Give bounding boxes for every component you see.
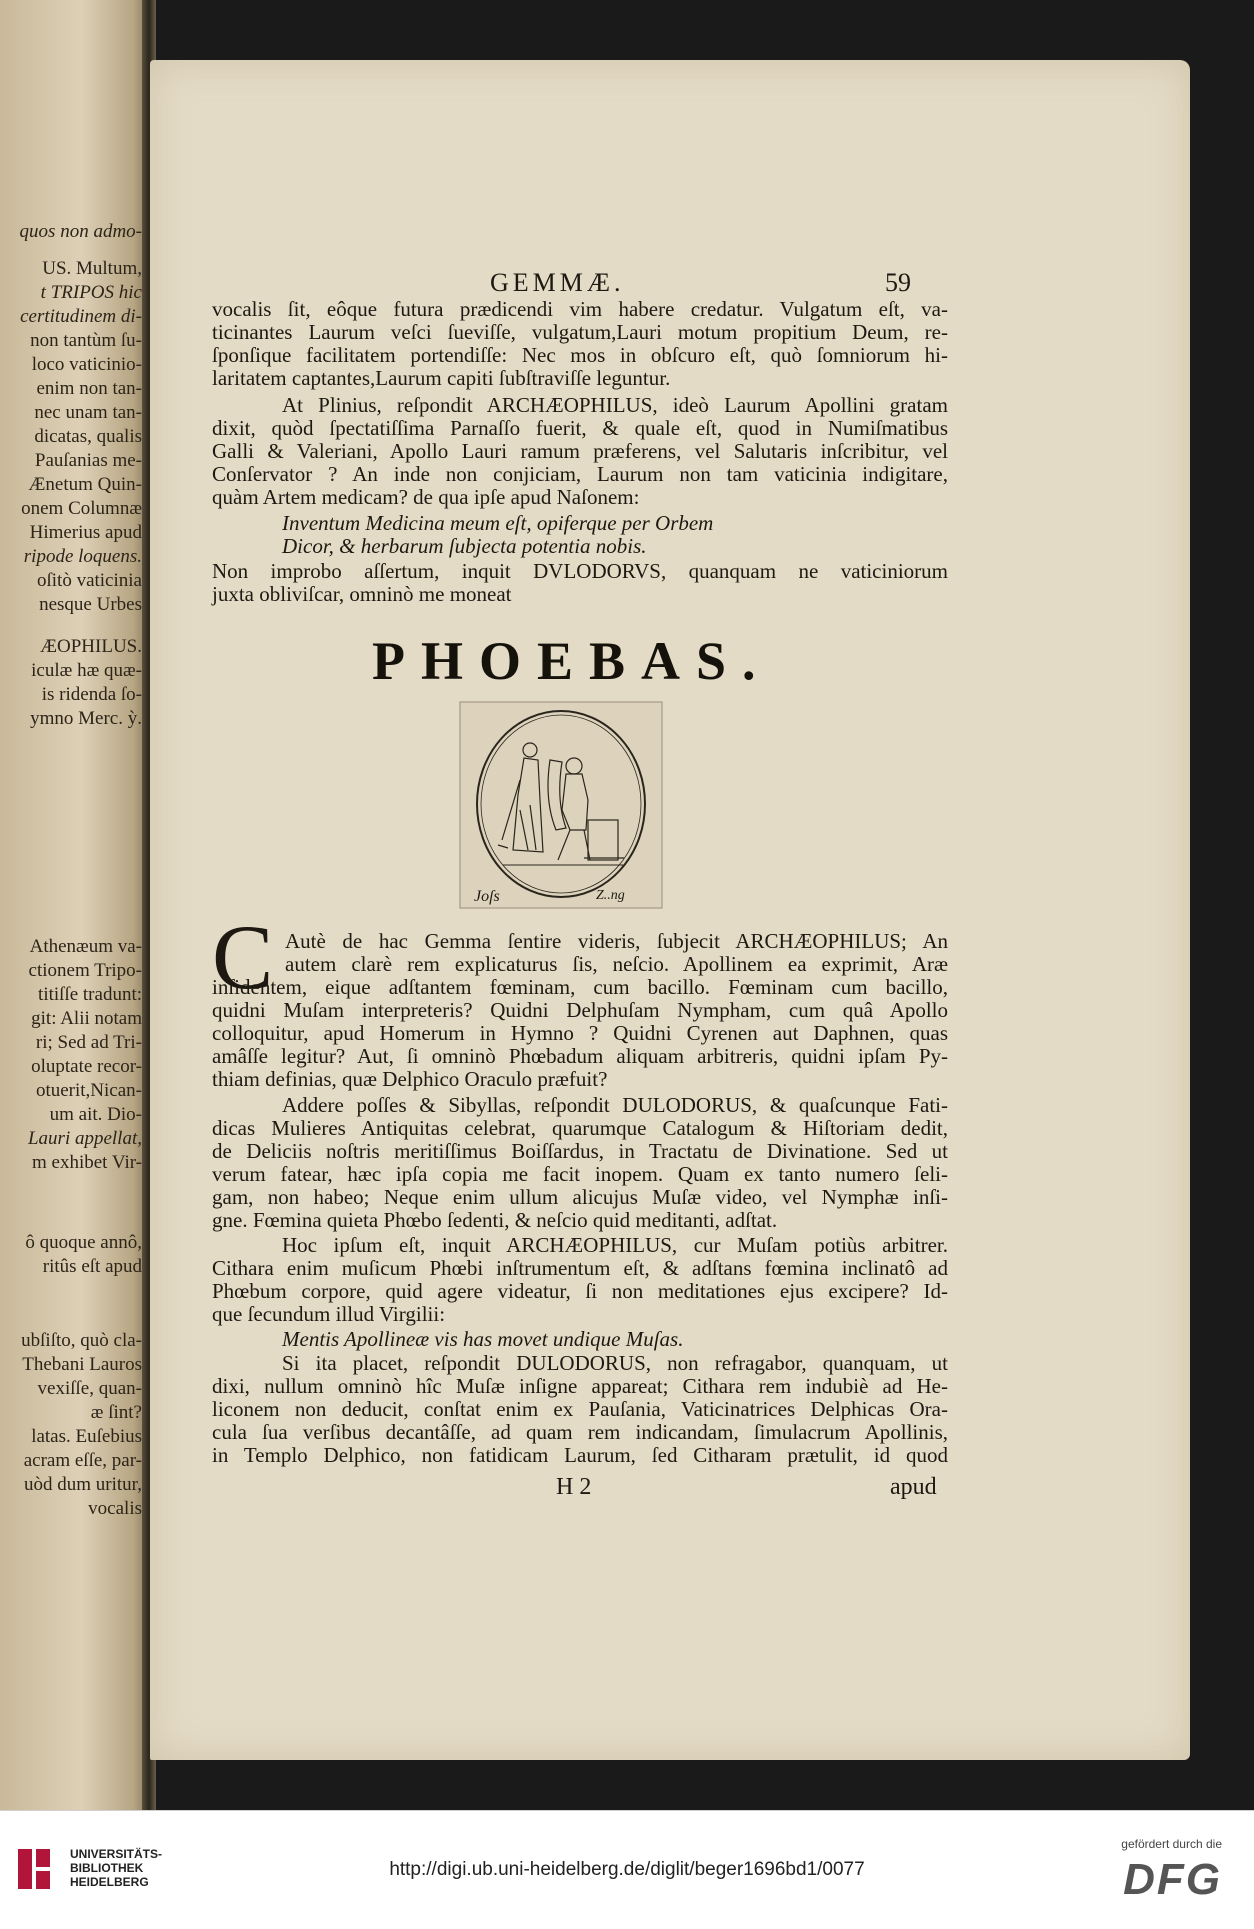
page-number: 59 — [885, 268, 911, 297]
text-line: inſidentem, eique adſtantem fœminam, cum bacillo. Fœminam cum bacillo, — [212, 975, 948, 999]
left-page-line: Pauſanias me- — [34, 450, 142, 471]
paragraph-6 — [212, 1234, 948, 1326]
left-page-line: ripode loquens. — [23, 546, 142, 567]
left-page-line: iculæ hæ quæ- — [31, 660, 142, 681]
text-line: Si ita placet, reſpondit DULODORUS, non refragabor, quanquam, ut — [282, 1351, 948, 1375]
left-page-line: latas. Euſebius — [31, 1426, 142, 1447]
text-line: thiam definias, quæ Delphico Oraculo præfuit? — [212, 1067, 608, 1091]
text-line: verum fatear, hæc ipſa copia me facit inopem. Quam ex tanto numero ſeli- — [212, 1162, 948, 1186]
dfg-logo: DFG — [1123, 1855, 1222, 1904]
catchword: apud — [890, 1474, 937, 1500]
gem-engraving — [458, 700, 664, 910]
text-line: Cithara enim muſicum Phœbi inſtrumentum eſt, & adſtans fœmina inclinatô ad — [212, 1256, 948, 1280]
text-line: dixit, quòd ſpectatiſſima Parnaſſo fuerit, & quale eſt, quod in Numiſmatibus — [212, 416, 948, 440]
left-page-line: ÆOPHILUS. — [40, 636, 142, 657]
left-page-line: nec unam tan- — [34, 402, 142, 423]
drop-capital: C — [212, 906, 274, 1008]
text-line: de Deliciis noſtris meritiſſimus Boiſſardus, in Tractatu de Divinatione. Sed ut — [212, 1139, 948, 1163]
text-line: autem clarè rem explicaturus ſis, neſcio. Apollinem ea exprimit, Aræ — [285, 952, 948, 976]
left-page-line: m exhibet Vir- — [32, 1152, 142, 1173]
left-page-line: ri; Sed ad Tri- — [35, 1032, 142, 1053]
text-line: gam, non habeo; Neque enim ullum alicujus Muſæ video, vel Nymphæ inſi- — [212, 1185, 948, 1209]
left-page-line: oluptate recor- — [31, 1056, 142, 1077]
text-line: quidni Muſam interpreteris? Quidni Delphuſam Nympham, cum quâ Apollo — [212, 998, 948, 1022]
left-page-line: ymno Merc. ỳ. — [30, 708, 142, 729]
text-line: Non improbo aſſertum, inquit DVLODORVS, quanquam ne vaticiniorum — [212, 559, 948, 583]
engraver-signature-left: Joſs — [474, 888, 500, 905]
verse-line: Dicor, & herbarum ſubjecta potentia nobis. — [282, 534, 647, 558]
paragraph-1 — [212, 298, 948, 390]
verse-line: Inventum Medicina meum eſt, opiferque per Orbem — [282, 511, 714, 535]
left-page-line: Lauri appellat, — [27, 1128, 142, 1149]
paragraph-4 — [212, 976, 948, 1091]
text-line: amâſſe legitur? Aut, ſi omninò Phœbadum aliquam arbitreris, quidni ipſam Py- — [212, 1044, 948, 1068]
left-page-line: onem Columnæ — [21, 498, 142, 519]
text-line: Galli & Valeriani, Apollo Lauri ramum præferens, vel Salutaris inſcribitur, vel — [212, 439, 948, 463]
left-page-line: Himerius apud — [29, 522, 142, 543]
left-page-line: uòd dum uritur, — [24, 1474, 142, 1495]
permalink-url[interactable]: http://digi.ub.uni-heidelberg.de/diglit/beger1696bd1/0077 — [389, 1859, 865, 1880]
text-line: quàm Artem medicam? de qua ipſe apud Naſonem: — [212, 485, 640, 509]
left-page-line: acram eſſe, par- — [23, 1450, 142, 1471]
left-page-line: is ridenda ſo- — [41, 684, 142, 705]
text-line: Conſervator ? An inde non conjiciam, Laurum non tam vaticinia indigitare, — [212, 462, 948, 486]
left-page-line: um ait. Dio- — [49, 1104, 142, 1125]
text-line: que ſecundum illud Virgilii: — [212, 1302, 446, 1326]
text-line: laritatem captantes,Laurum capiti ſubſtraviſſe leguntur. — [212, 366, 671, 390]
paragraph-5 — [212, 1094, 948, 1232]
left-page-line: titiſſe tradunt: — [38, 984, 142, 1005]
left-page-line: Athenæum va- — [29, 936, 142, 957]
paragraph-4-opening — [285, 930, 948, 976]
verse-quotation — [212, 512, 948, 558]
text-line: dixi, nullum omninò hîc Muſæ inſigne appareat; Cithara rem indubiè ad He- — [212, 1374, 948, 1398]
text-line: liconem non deducit, conſtat enim ex Pauſania, Vaticinatrices Delphicas Ora- — [212, 1397, 948, 1421]
text-line: cula ſua verſibus decantâſſe, ad quam rem indicandam, ſimulacrum Apollinis, — [212, 1420, 948, 1444]
left-facing-page — [0, 0, 148, 1810]
text-line: Phœbum corpore, quid agere videatur, ſi non meditationes ejus excipere? Id- — [212, 1279, 948, 1303]
engraver-signature-right: Z..ng — [596, 888, 625, 903]
text-line: At Plinius, reſpondit ARCHÆOPHILUS, ideò Laurum Apollini gratam — [282, 393, 948, 417]
text-line: vocalis ſit, eôque futura prædicendi vim habere credatur. Vulgatum eſt, va- — [212, 297, 948, 321]
text-line: Addere poſſes & Sibyllas, reſpondit DULODORUS, & quaſcunque Fati- — [282, 1093, 948, 1117]
running-title: GEMMÆ. — [490, 268, 625, 297]
left-page-line: enim non tan- — [36, 378, 142, 399]
left-page-line: quos non admo- — [19, 221, 142, 242]
text-line: Autè de hac Gemma ſentire videris, ſubjecit ARCHÆOPHILUS; An — [285, 929, 948, 953]
left-page-line: US. Multum, — [42, 258, 142, 279]
text-line: colloquitur, apud Homerum in Hymno ? Quidni Cyrenen aut Daphnen, quas — [212, 1021, 948, 1045]
left-page-line: Ænetum Quin- — [28, 474, 142, 495]
library-name-line: BIBLIOTHEK — [70, 1861, 144, 1875]
left-page-line: ctionem Tripo- — [28, 960, 142, 981]
text-line: Hoc ipſum eſt, inquit ARCHÆOPHILUS, cur Muſam potiùs arbitrer. — [282, 1233, 948, 1257]
left-page-line: nesque Urbes — [39, 594, 142, 615]
text-line: ſponſique facilitatem portendiſſe: Nec mos in obſcuro eſt, quò ſomniorum hi- — [212, 343, 948, 367]
text-line: in Templo Delphico, non fatidicam Laurum, ſed Citharam prætulit, id quod — [212, 1443, 948, 1467]
text-line: juxta obliviſcar, omninò me moneat — [212, 582, 512, 606]
library-name-line: HEIDELBERG — [70, 1875, 149, 1889]
signature-mark: H 2 — [556, 1474, 592, 1500]
left-page-line: git: Alii notam — [31, 1008, 142, 1029]
left-page-line: æ ſint? — [90, 1402, 142, 1423]
left-page-line: oſitò vaticinia — [36, 570, 142, 591]
text-line: dicas Mulieres Antiquitas celebrat, quarumque Catalogum & Hiſtoriam dedit, — [212, 1116, 948, 1140]
left-page-line: ritûs eſt apud — [42, 1256, 142, 1277]
left-page-line: Thebani Lauros — [22, 1354, 142, 1375]
library-name-line: UNIVERSITÄTS- — [70, 1847, 163, 1861]
paragraph-7 — [212, 1352, 948, 1467]
left-page-line: dicatas, qualis — [34, 426, 142, 447]
paragraph-2 — [212, 394, 948, 509]
left-page-line: certitudinem di- — [20, 306, 142, 327]
left-page-line: t TRIPOS hic — [40, 282, 142, 303]
left-page-line: vexiſſe, quan- — [37, 1378, 142, 1399]
left-page-line: vocalis — [88, 1498, 142, 1519]
footer-bar — [0, 1810, 1254, 1929]
text-line: gne. Fœmina quieta Phœbo ſedenti, & neſcio quid meditanti, adſtat. — [212, 1208, 778, 1232]
verse-line: Mentis Apollineæ vis has movet undique Muſas. — [282, 1327, 684, 1351]
left-page-line: ô quoque annô, — [25, 1232, 142, 1253]
verse-quotation-2 — [212, 1328, 948, 1351]
left-page-line: non tantùm ſu- — [30, 330, 142, 351]
left-page-line: loco vaticinio- — [31, 354, 142, 375]
left-page-line: ubſiſto, quò cla- — [21, 1330, 142, 1351]
plate-title: PHOEBAS. — [372, 631, 772, 691]
funder-caption: gefördert durch die — [1121, 1837, 1222, 1851]
left-page-line: otuerit,Nican- — [35, 1080, 142, 1101]
paragraph-3 — [212, 560, 948, 606]
text-line: ticinantes Laurum veſci ſueviſſe, vulgatum,Lauri motum propitium Deum, re- — [212, 320, 948, 344]
